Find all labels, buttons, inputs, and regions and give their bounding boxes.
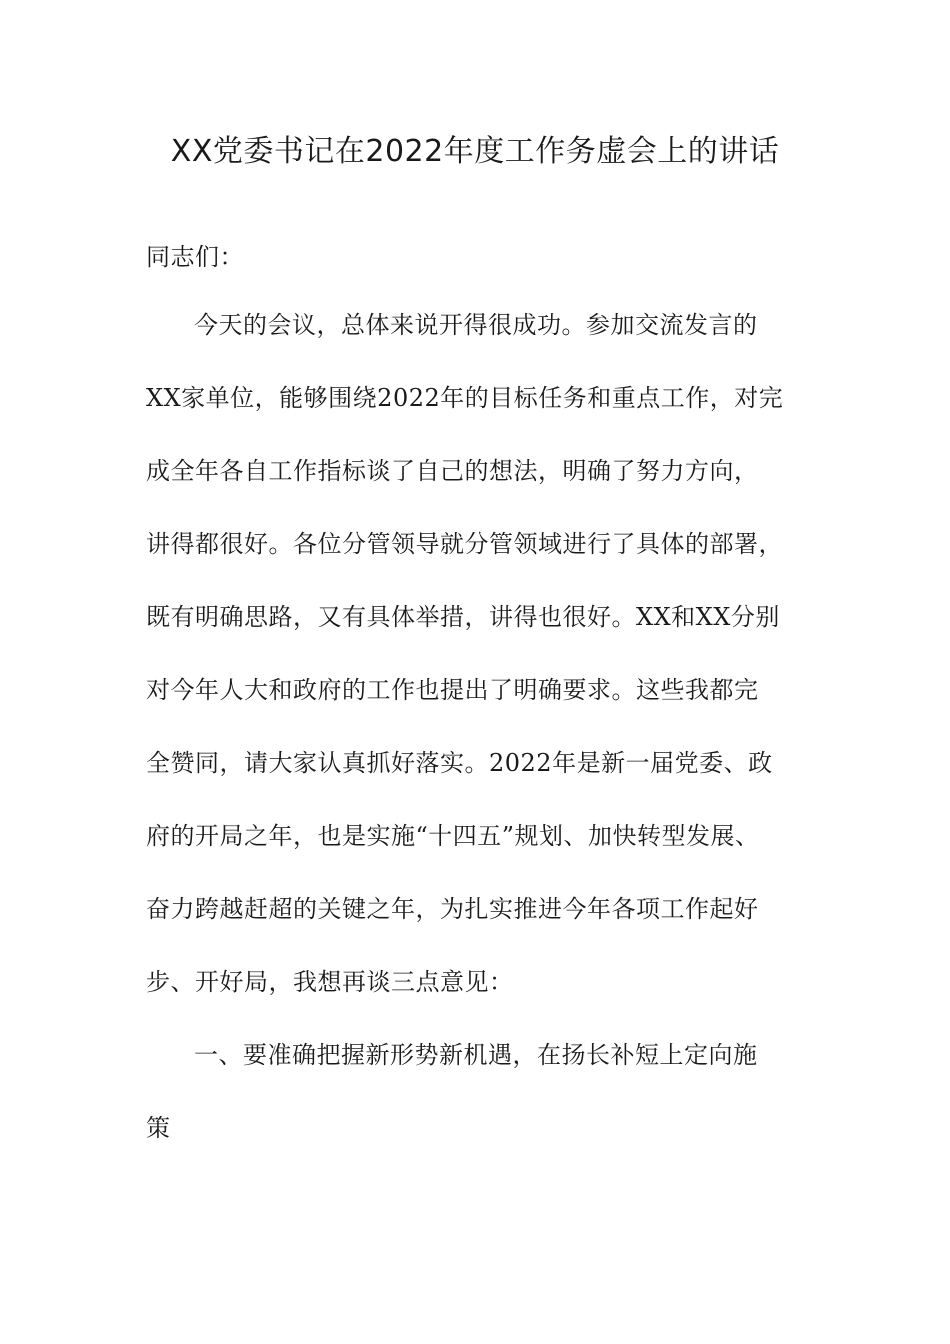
- paragraph-line: 步、开好局，我想再谈三点意见：: [146, 968, 514, 996]
- section-heading-line: 一、要准确把握新形势新机遇，在扬长补短上定向施: [194, 1041, 758, 1069]
- paragraph-line: 既有明确思路，又有具体举措，讲得也很好。XX和XX分别: [146, 603, 780, 631]
- paragraph-line: 奋力跨越赶超的关键之年，为扎实推进今年各项工作起好: [146, 895, 759, 923]
- paragraph-line: 讲得都很好。各位分管领导就分管领域进行了具体的部署，: [146, 530, 783, 558]
- document-title: XX党委书记在2022年度工作务虚会上的讲话: [170, 134, 780, 169]
- paragraph-line: 今天的会议，总体来说开得很成功。参加交流发言的: [194, 311, 758, 339]
- paragraph-line: 对今年人大和政府的工作也提出了明确要求。这些我都完: [146, 676, 759, 704]
- salutation: 同志们：: [146, 243, 244, 271]
- paragraph-line: 全赞同，请大家认真抓好落实。2022年是新一届党委、政: [146, 749, 773, 777]
- paragraph-line: 府的开局之年，也是实施“十四五”规划、加快转型发展、: [146, 822, 760, 850]
- section-heading-line: 策: [146, 1114, 171, 1142]
- paragraph-line: XX家单位，能够围绕2022年的目标任务和重点工作，对完: [146, 384, 784, 412]
- paragraph-line: 成全年各自工作指标谈了自己的想法，明确了努力方向，: [146, 457, 759, 485]
